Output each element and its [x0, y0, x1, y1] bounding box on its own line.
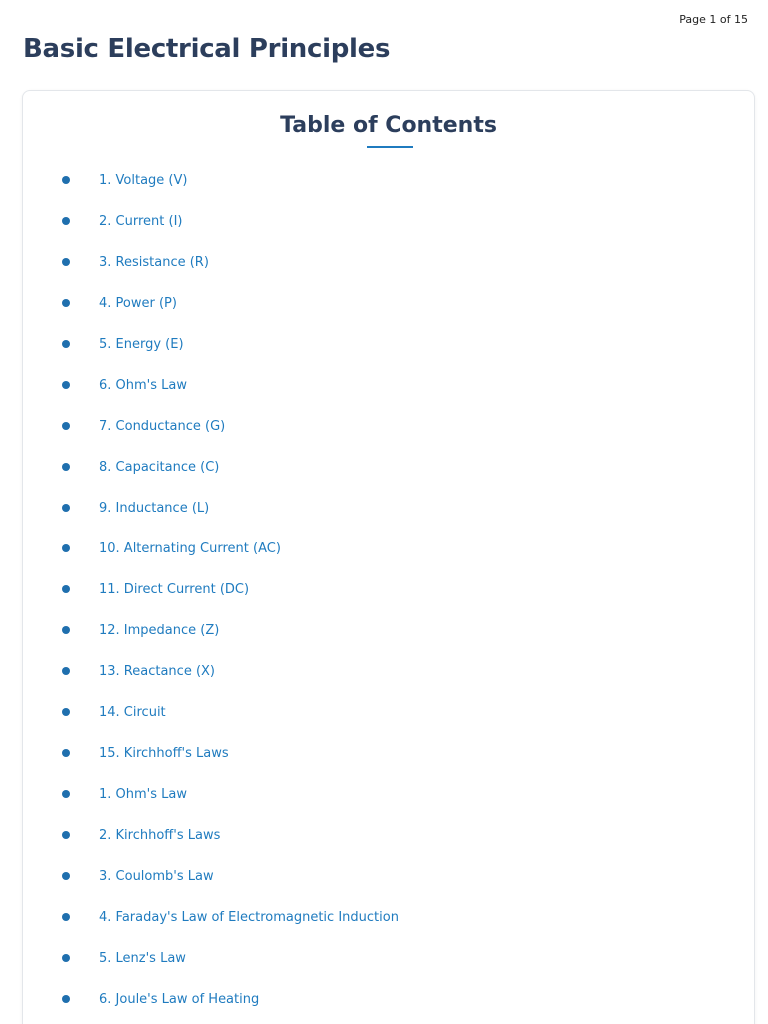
toc-link[interactable]: 6. Joule's Law of Heating: [99, 991, 260, 1007]
bullet-icon: [62, 340, 70, 348]
page-indicator: Page 1 of 15: [679, 13, 748, 26]
toc-link[interactable]: 2. Current (I): [99, 213, 183, 229]
bullet-icon: [62, 258, 70, 266]
bullet-icon: [62, 504, 70, 512]
toc-link[interactable]: 7. Conductance (G): [99, 418, 226, 434]
bullet-icon: [62, 995, 70, 1003]
bullet-icon: [62, 708, 70, 716]
bullet-icon: [62, 217, 70, 225]
bullet-icon: [62, 176, 70, 184]
bullet-icon: [62, 585, 70, 593]
bullet-icon: [62, 422, 70, 430]
bullet-icon: [62, 749, 70, 757]
toc-link[interactable]: 2. Kirchhoff's Laws: [99, 828, 221, 843]
bullet-icon: [62, 872, 70, 880]
toc-heading: Table of Contents: [280, 113, 497, 138]
bullet-icon: [62, 831, 70, 839]
toc-link[interactable]: 8. Capacitance (C): [99, 459, 220, 475]
toc-link[interactable]: 6. Ohm's Law: [99, 377, 187, 393]
toc-link[interactable]: 3. Resistance (R): [99, 254, 209, 270]
toc-link[interactable]: 9. Inductance (L): [99, 500, 210, 516]
bullet-icon: [62, 667, 70, 675]
toc-link[interactable]: 4. Faraday's Law of Electromagnetic Induction: [99, 909, 399, 925]
toc-link[interactable]: 1. Voltage (V): [99, 173, 188, 188]
toc-link[interactable]: 11. Direct Current (DC): [99, 582, 250, 598]
toc-link[interactable]: 5. Energy (E): [99, 336, 184, 352]
toc-link[interactable]: 10. Alternating Current (AC): [99, 541, 281, 557]
toc-link[interactable]: 15. Kirchhoff's Laws: [99, 746, 229, 762]
bullet-icon: [62, 954, 70, 962]
bullet-icon: [62, 626, 70, 634]
toc-link[interactable]: 5. Lenz's Law: [99, 950, 186, 966]
toc-link[interactable]: 12. Impedance (Z): [99, 623, 220, 639]
toc-link[interactable]: 3. Coulomb's Law: [99, 868, 214, 884]
toc-link[interactable]: 1. Ohm's Law: [99, 787, 187, 803]
bullet-icon: [62, 381, 70, 389]
bullet-icon: [62, 790, 70, 798]
toc-link[interactable]: 4. Power (P): [99, 295, 177, 311]
bullet-icon: [62, 913, 70, 921]
document-title: Basic Electrical Principles: [23, 34, 391, 64]
bullet-icon: [62, 544, 70, 552]
table-of-contents-card: [22, 90, 755, 1024]
toc-heading-underline: [367, 146, 413, 148]
bullet-icon: [62, 463, 70, 471]
bullet-icon: [62, 299, 70, 307]
toc-link[interactable]: 13. Reactance (X): [99, 664, 215, 680]
toc-link[interactable]: 14. Circuit: [99, 705, 166, 721]
